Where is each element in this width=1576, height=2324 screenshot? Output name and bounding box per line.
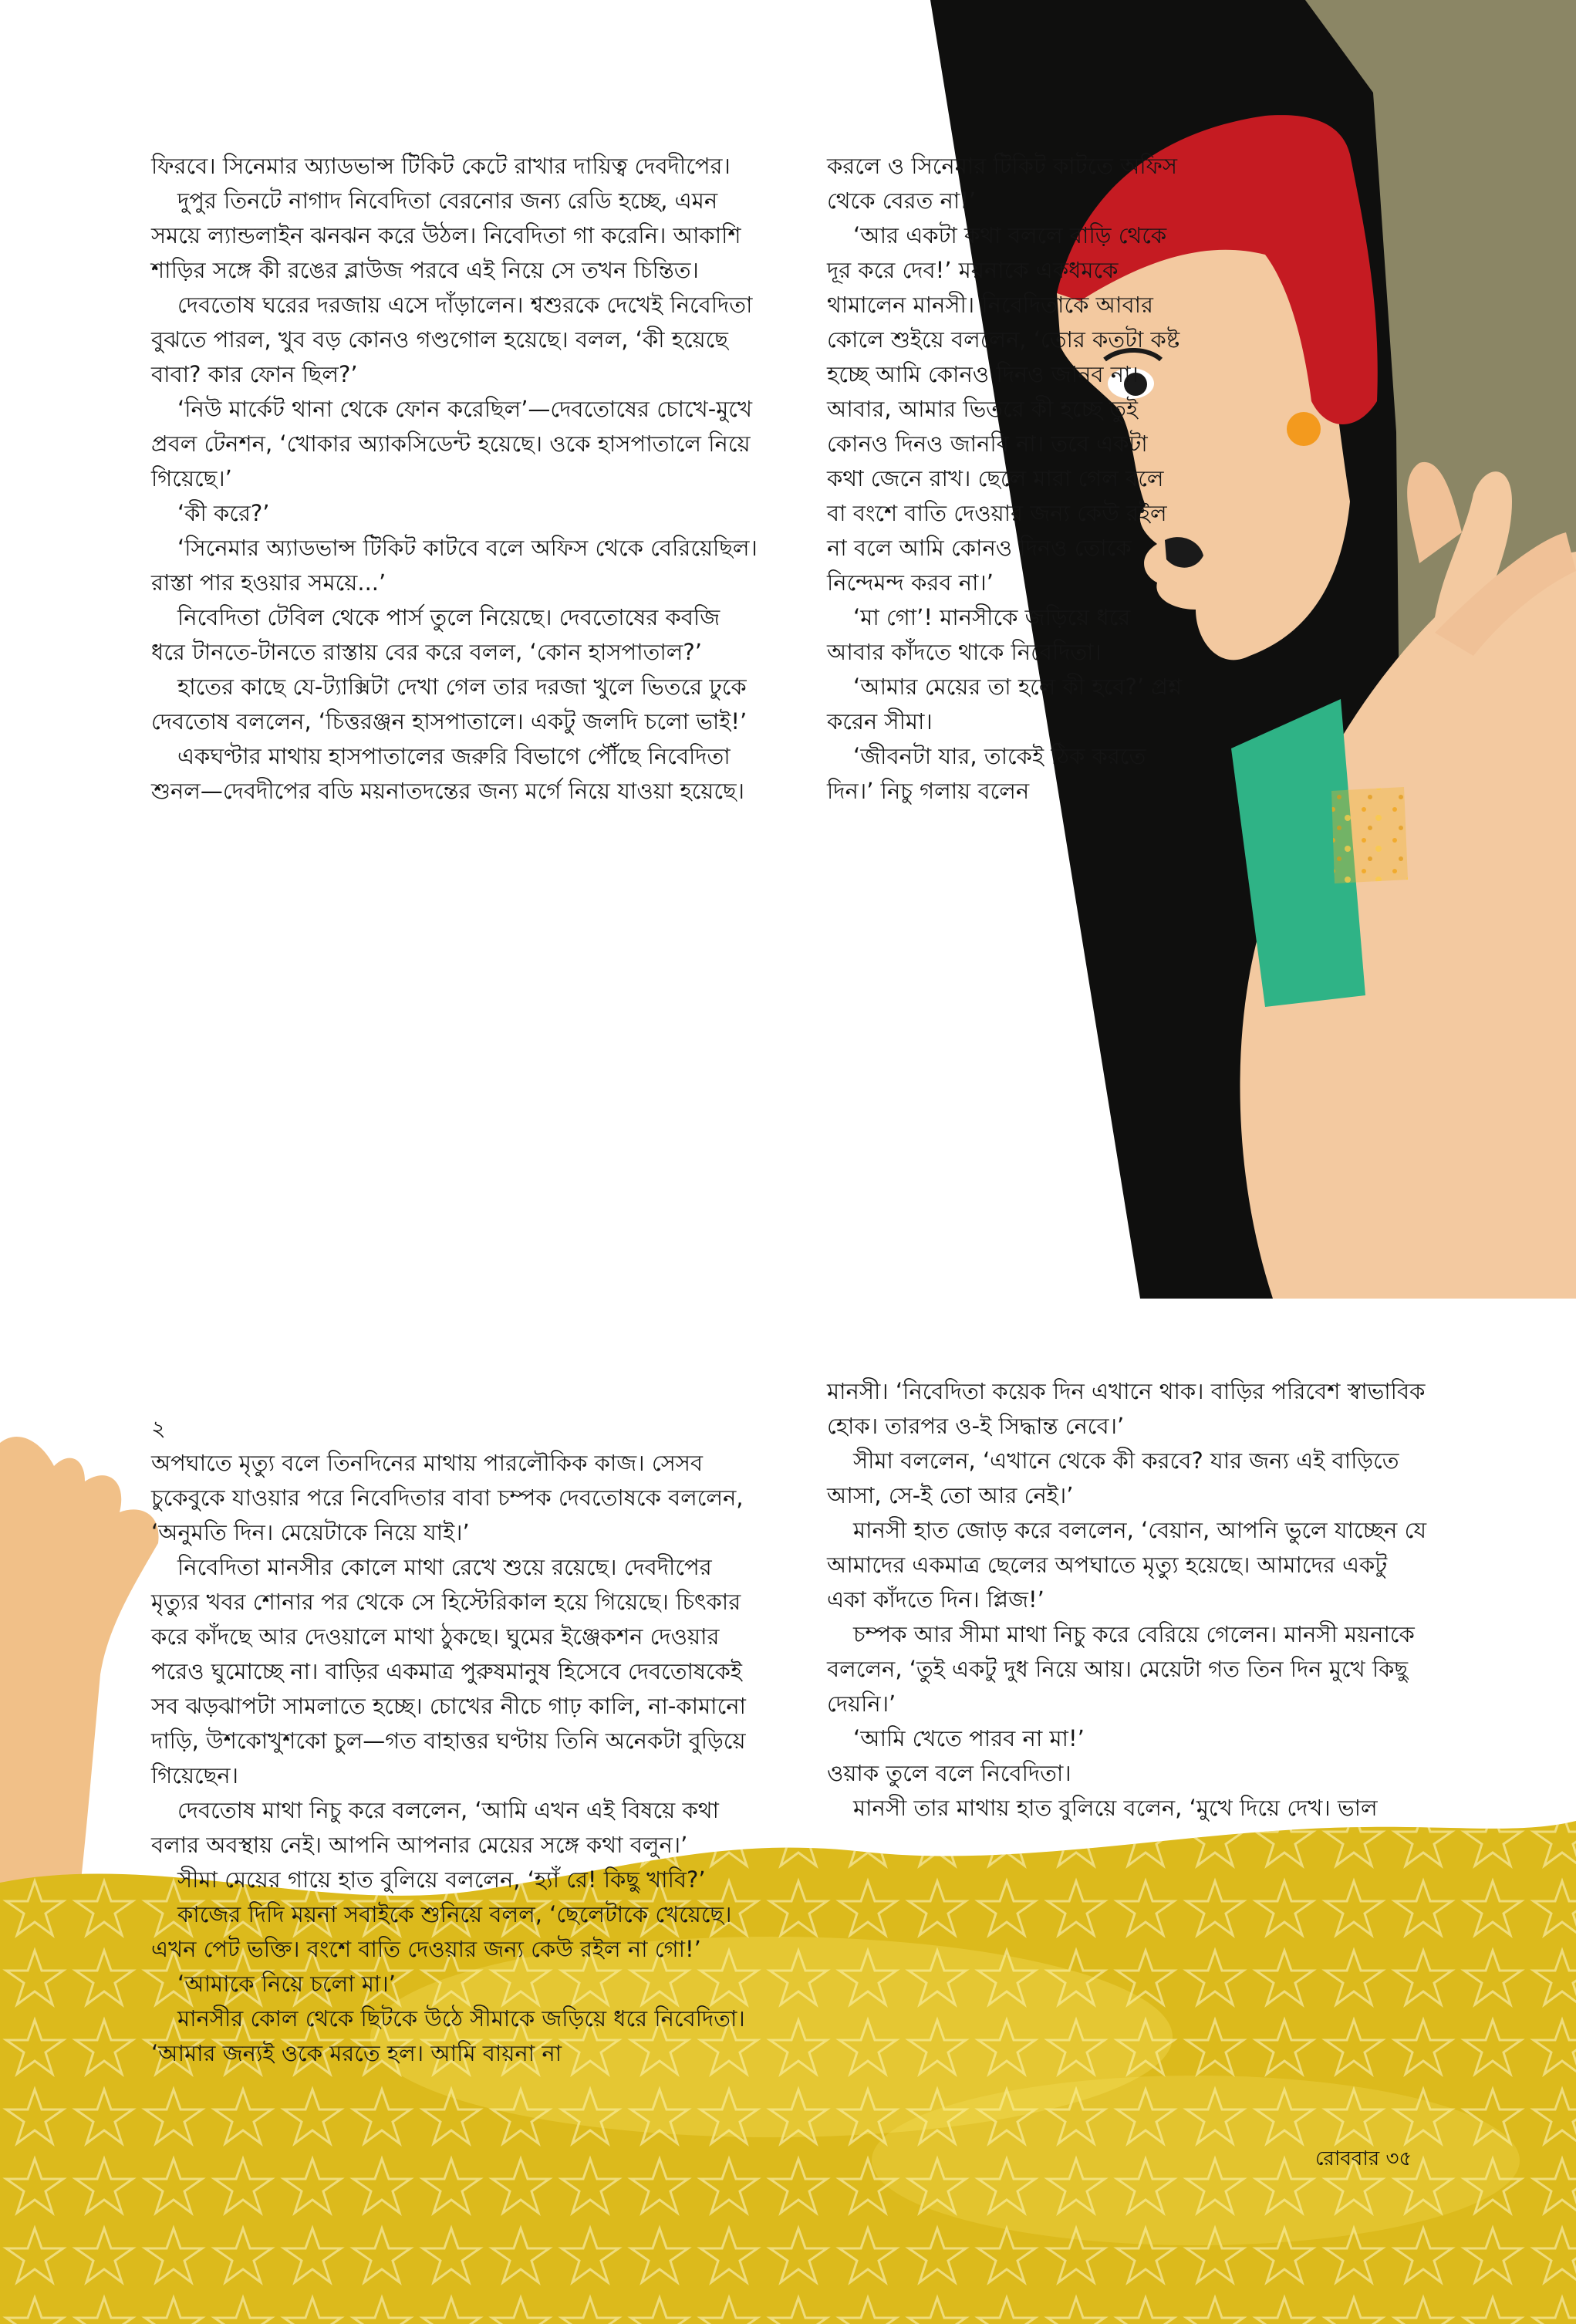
- left-column-section-2: [151, 1411, 761, 2071]
- paragraph: দুপুর তিনটে নাগাদ নিবেদিতা বেরনোর জন্য রেডি হচ্ছে, এমন সময়ে ল্যান্ডলাইন ঝনঝন করে উঠল। নিবেদিতা গা করেনি। আকাশি শাড়ির সঙ্গে কী রঙের ব্লাউজ পরবে এই নিয়ে সে তখন চিন্তিত।: [151, 187, 741, 283]
- paragraph: চম্পক আর সীমা মাথা নিচু করে বেরিয়ে গেলেন। মানসী ময়নাকে বললেন, ‘তুই একটু দুধ নিয়ে আয়। মেয়েটা গত তিন দিন মুখে কিছু দেয়নি।’: [827, 1621, 1415, 1717]
- paragraph: ‘আমি খেতে পারব না মা!’: [853, 1725, 1085, 1751]
- section-number: ২: [151, 1415, 166, 1441]
- paragraph: ‘জীবনটা যার, তাকেই ঠিক করতে দিন।’ নিচু গলায় বলেন: [827, 743, 1146, 804]
- paragraph: সীমা বললেন, ‘এখানে থেকে কী করবে? যার জন্য এই বাড়িতে আসা, সে-ই তো আর নেই।’: [827, 1447, 1399, 1508]
- paragraph: মানসী তার মাথায় হাত বুলিয়ে বলেন, ‘মুখে দিয়ে দেখ। ভাল: [853, 1795, 1378, 1821]
- paragraph: ‘আর একটা কথা বললে বাড়ি থেকে দূর করে দেব!’ ময়নাকে একধমকে থামালেন মানসী। নিবেদিতাকে আবার কোলে শুইয়ে বললেন, ‘তোর কতটা কষ্ট হচ্ছে আমি কোনও দিনও জানব না। আবার, আমার ভিতরে কী হচ্ছে তুই কোনও দিনও জানবি না। তবে একটা কথা জেনে রাখ। ছেলে মারা গেল বলে বা বংশে বাতি দেওয়ার জন্য কেউ রইল না বলে আমি কোনও দিনও তোকে নিন্দেমন্দ করব না।’: [827, 222, 1180, 596]
- paragraph: অপঘাতে মৃত্যু বলে তিনদিনের মাথায় পারলৌকিক কাজ। সেসব চুকেবুকে যাওয়ার পরে নিবেদিতার বাবা চম্পক দেবতোষকে বললেন, ‘অনুমতি দিন। মেয়েটাকে নিয়ে যাই।’: [151, 1450, 744, 1545]
- paragraph: ‘মা গো’! মানসীকে জড়িয়ে ধরে আবার কাঁদতে থাকে নিবেদিতা।: [827, 604, 1131, 665]
- paragraph: ওয়াক তুলে বলে নিবেদিতা।: [827, 1760, 1071, 1786]
- paragraph: সীমা মেয়ের গায়ে হাত বুলিয়ে বললেন, ‘হ্যাঁ রে! কিছু খাবি?’: [177, 1866, 706, 1893]
- paragraph: মানসী হাত জোড় করে বললেন, ‘বেয়ান, আপনি ভুলে যাচ্ছেন যে আমাদের একমাত্র ছেলের অপঘাতে মৃত্যু হয়েছে। আমাদের একটু একা কাঁদতে দিন। প্লিজ!’: [827, 1517, 1427, 1613]
- paragraph: করলে ও সিনেমার টিকিট কাটতে অফিস থেকে বেরত না!’: [827, 153, 1177, 214]
- right-column-wide: [827, 1374, 1429, 1826]
- paragraph: ‘সিনেমার অ্যাডভান্স টিকিট কাটবে বলে অফিস থেকে বেরিয়েছিল। রাস্তা পার হওয়ার সময়ে...’: [151, 535, 758, 596]
- paragraph: ফিরবে। সিনেমার অ্যাডভান্স টিকিট কেটে রাখার দায়িত্ব দেবদীপের।: [151, 153, 731, 179]
- right-column-narrow: [827, 149, 1190, 809]
- reaching-hand: [0, 1437, 159, 1914]
- paragraph: মানসীর কোল থেকে ছিটকে উঠে সীমাকে জড়িয়ে ধরে নিবেদিতা। ‘আমার জন্যই ওকে মরতে হল। আমি বায়না না: [151, 2005, 745, 2066]
- paragraph: দেবতোষ ঘরের দরজায় এসে দাঁড়ালেন। শ্বশুরকে দেখেই নিবেদিতা বুঝতে পারল, খুব বড় কোনও গণ্ডগোল হয়েছে। বলল, ‘কী হয়েছে বাবা? কার ফোন ছিল?’: [151, 292, 753, 387]
- paragraph: নিবেদিতা টেবিল থেকে পার্স তুলে নিয়েছে। দেবতোষের কবজি ধরে টানতে-টানতে রাস্তায় বের করে বলল, ‘কোন হাসপাতাল?’: [151, 604, 721, 665]
- paragraph: মানসী। ‘নিবেদিতা কয়েক দিন এখানে থাক। বাড়ির পরিবেশ স্বাভাবিক হোক। তারপর ও-ই সিদ্ধান্ত নেবে।’: [827, 1378, 1426, 1439]
- paragraph: ‘কী করে?’: [177, 500, 270, 526]
- paragraph: দেবতোষ মাথা নিচু করে বললেন, ‘আমি এখন এই বিষয়ে কথা বলার অবস্থায় নেই। আপনি আপনার মেয়ের সঙ্গে কথা বলুন।’: [151, 1797, 719, 1858]
- paragraph: হাতের কাছে যে-ট্যাক্সিটা দেখা গেল তার দরজা খুলে ভিতরে ঢুকে দেবতোষ বললেন, ‘চিত্তরঞ্জন হাসপাতালে। একটু জলদি চলো ভাই!’: [151, 674, 748, 735]
- paragraph: ‘আমাকে নিয়ে চলো মা।’: [177, 1971, 396, 1997]
- paragraph: ‘আমার মেয়ের তা হলে কী হবে?’ প্রশ্ন করেন সীমা।: [827, 674, 1183, 735]
- page-folio: রোববার ৩৫: [1315, 2147, 1412, 2170]
- paragraph: নিবেদিতা মানসীর কোলে মাথা রেখে শুয়ে রয়েছে। দেবদীপের মৃত্যুর খবর শোনার পর থেকে সে হিস্টেরিকাল হয়ে গিয়েছে। চিৎকার করে কাঁদছে আর দেওয়ালে মাথা ঠুকছে। ঘুমের ইঞ্জেকশন দেওয়ার পরেও ঘুমোচ্ছে না। বাড়ির একমাত্র পুরুষমানুষ হিসেবে দেবতোষকেই সব ঝড়ঝাপটা সামলাতে হচ্ছে। চোখের নীচে গাঢ় কালি, না-কামানো দাড়ি, উশকোখুশকো চুল—গত বাহাত্তর ঘণ্টায় তিনি অনেকটা বুড়িয়ে গিয়েছেন।: [151, 1554, 746, 1789]
- paragraph: কাজের দিদি ময়না সবাইকে শুনিয়ে বলল, ‘ছেলেটাকে খেয়েছে। এখন পেট ভক্তি। বংশে বাতি দেওয়ার জন্য কেউ রইল না গো!’: [151, 1901, 732, 1962]
- orange-earring: [1287, 412, 1321, 446]
- paragraph: একঘণ্টার মাথায় হাসপাতালের জরুরি বিভাগে পৌঁছে নিবেদিতা শুনল—দেবদীপের বডি ময়নাতদন্তের জন্য মর্গে নিয়ে যাওয়া হয়েছে।: [151, 743, 744, 804]
- left-column-top: [151, 149, 761, 809]
- paragraph: ‘নিউ মার্কেট থানা থেকে ফোন করেছিল’—দেবতোষের চোখে-মুখে প্রবল টেনশন, ‘খোকার অ্যাকসিডেন্ট হয়েছে। ওকে হাসপাতালে নিয়ে গিয়েছে।’: [151, 396, 752, 491]
